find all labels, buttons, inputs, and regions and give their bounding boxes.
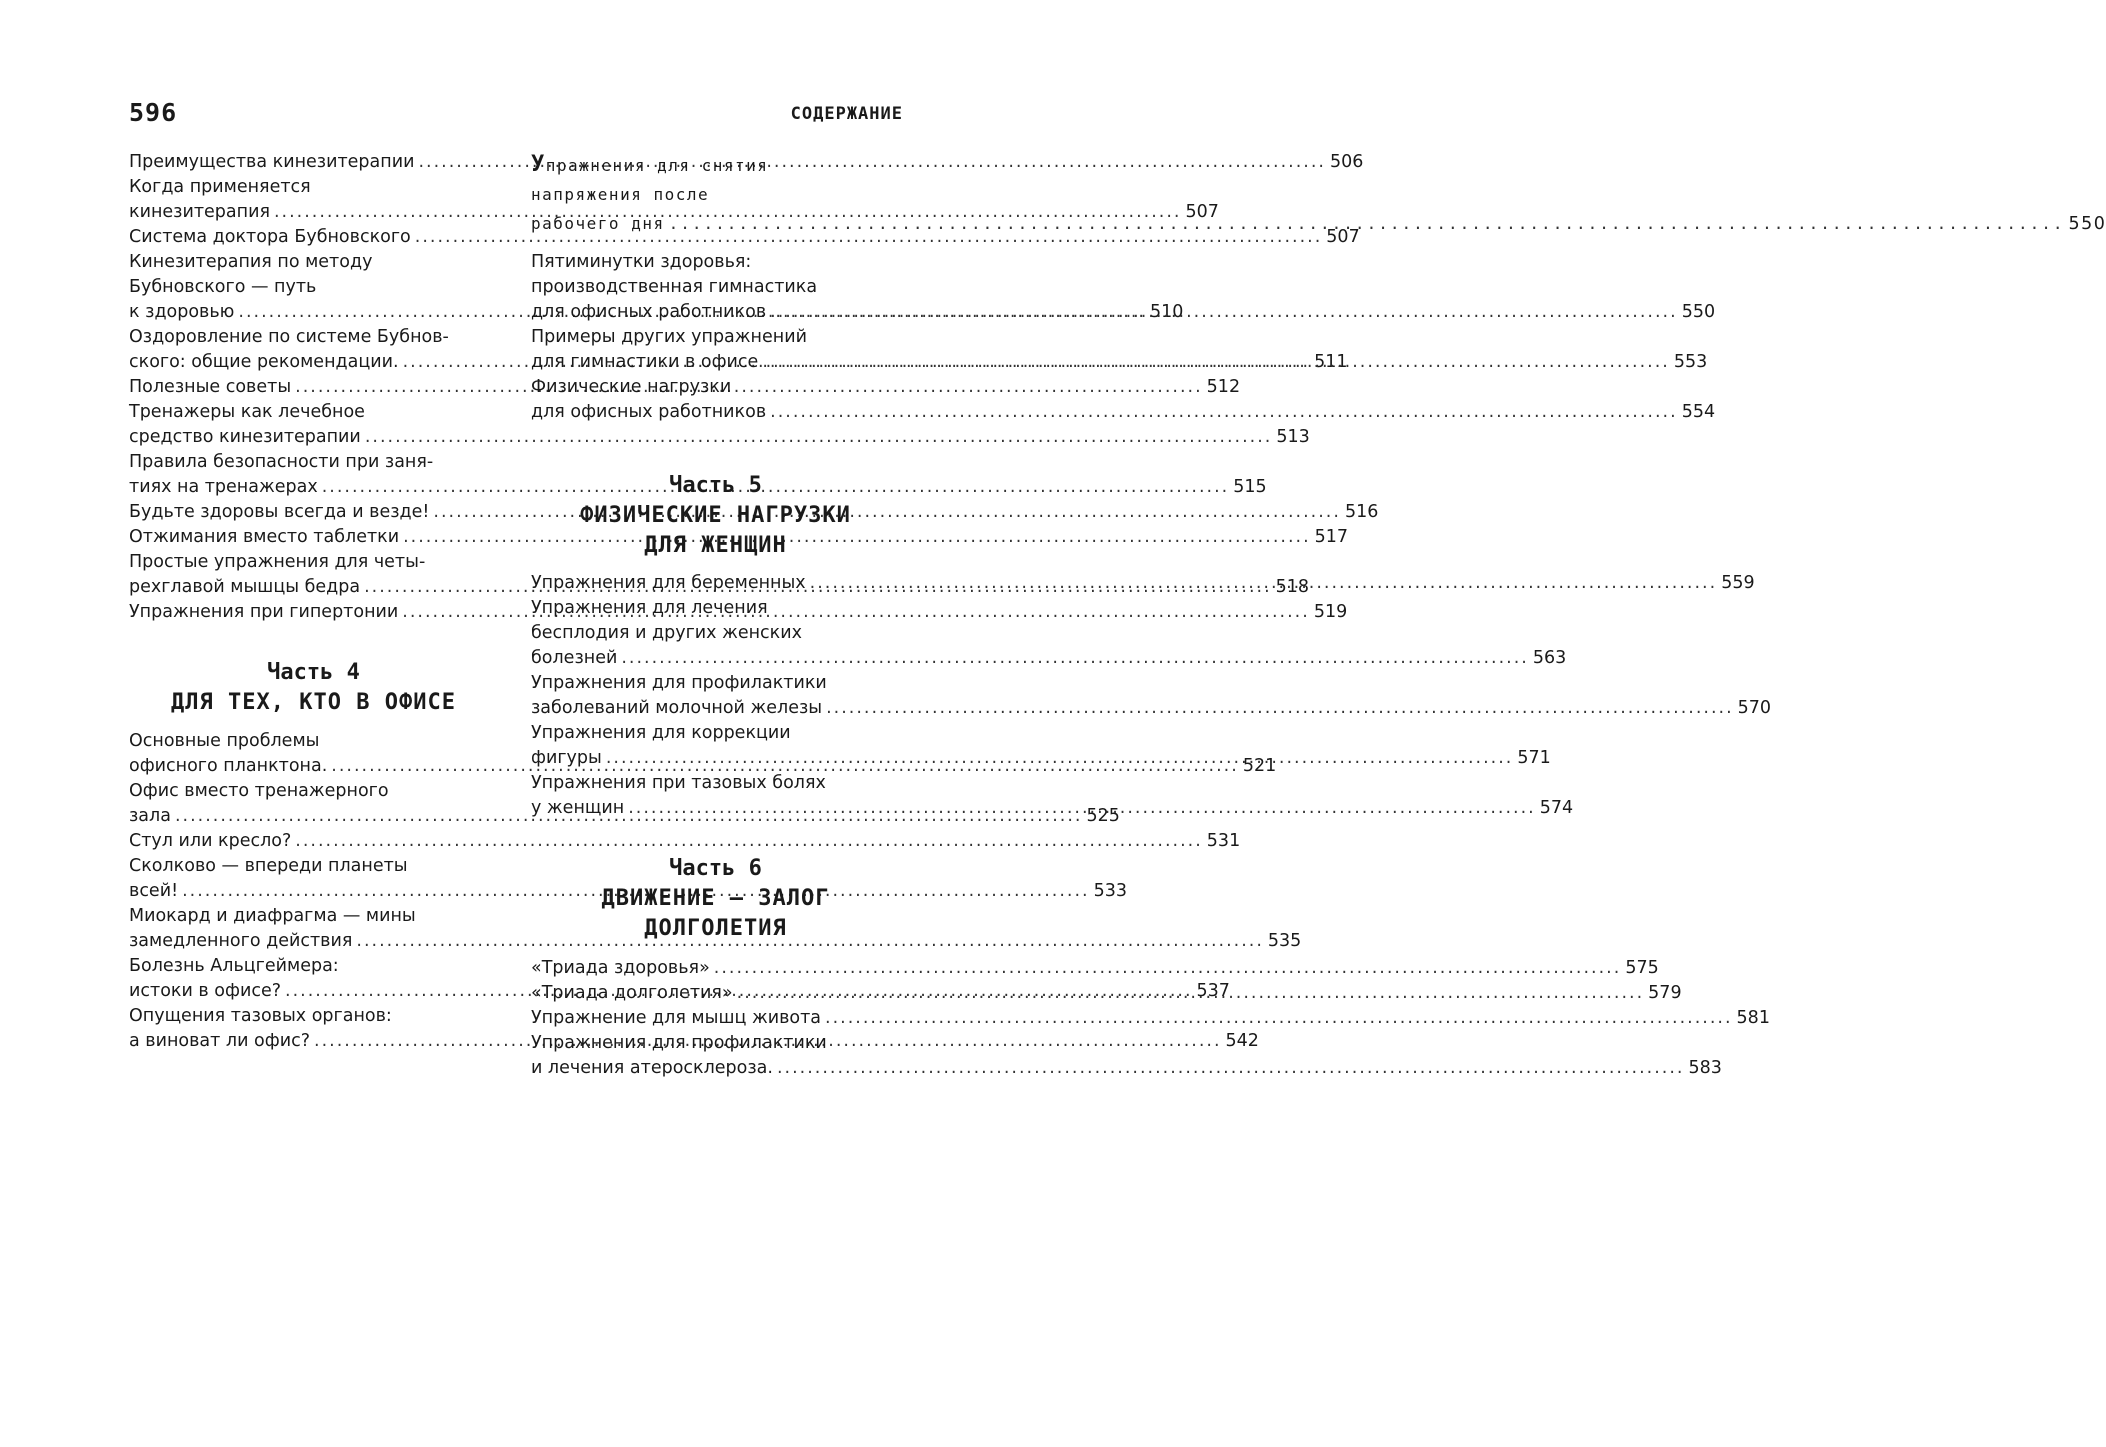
dot-leader <box>669 209 2065 238</box>
toc-entry-last-line <box>129 225 1360 250</box>
toc-entry-page-number: 507 <box>1185 202 1219 222</box>
toc-entry[interactable] <box>531 671 1772 721</box>
toc-entry-line: Болезнь Альцгеймера: <box>129 956 339 976</box>
toc-entry-line: Упражнения при тазовых болях <box>531 773 826 793</box>
toc-entry-title: для офисных работников <box>531 302 767 322</box>
toc-entry-title: всей! <box>129 881 179 901</box>
toc-entry-line: производственная гимнастика <box>531 277 818 297</box>
dot-leader <box>762 350 1670 375</box>
toc-entry-page-number: 575 <box>1625 958 1659 978</box>
running-title: СОДЕРЖАНИЕ <box>790 104 903 124</box>
part-6-label: Часть 6 <box>669 856 762 881</box>
page-number: 596 <box>129 98 178 127</box>
toc-entry-page-number: 517 <box>1314 527 1349 547</box>
toc-entry-line: Упражнения для профилактики <box>531 1033 827 1053</box>
toc-entry[interactable] <box>129 829 1241 854</box>
toc-entry-title: рехглавой мышцы бедра <box>129 577 361 597</box>
dot-leader <box>777 1056 1685 1081</box>
part-4-heading <box>129 658 498 718</box>
toc-entry-page-number: 511 <box>1314 352 1348 372</box>
toc-entry-last-line <box>531 1056 1722 1081</box>
toc-entry-title: Упражнения для беременных <box>531 573 806 593</box>
toc-entry-page-number: 512 <box>1206 377 1241 397</box>
part-5-label: Часть 5 <box>669 473 762 498</box>
toc-entry-page-number: 570 <box>1737 698 1772 718</box>
toc-entry-title: ского: общие рекомендации. <box>129 352 399 372</box>
toc-entry-page-number: 583 <box>1688 1058 1722 1078</box>
part-5-title-line1: ФИЗИЧЕСКИЕ НАГРУЗКИ <box>580 503 851 528</box>
toc-entry-title: Стул или кресло? <box>129 831 292 851</box>
section-office-relief-page: 550 <box>2068 214 2106 234</box>
toc-entry-line: Миокард и диафрагма — мины <box>129 906 416 926</box>
toc-entry-title: зала <box>129 806 171 826</box>
toc-entry-page-number: 516 <box>1344 502 1379 522</box>
dot-leader <box>621 646 1529 671</box>
part-6-heading <box>531 854 900 944</box>
toc-entry-title: болезней <box>531 648 618 668</box>
toc-entry-page-number: 513 <box>1276 427 1310 447</box>
part-5-title-line2: ДЛЯ ЖЕНЩИН <box>644 533 787 558</box>
toc-entry-title: Преимущества кинезитерапии <box>129 152 415 172</box>
toc-entry-title: у женщин <box>531 798 625 818</box>
toc-entry-last-line <box>531 956 1659 981</box>
toc-entry-line: Кинезитерапия по методу <box>129 252 373 272</box>
part-5-heading <box>531 471 900 561</box>
dot-leader <box>606 746 1514 771</box>
dot-leader <box>810 571 1718 596</box>
section-office-relief-initial: У <box>531 152 546 177</box>
toc-entry-page-number: 533 <box>1093 881 1128 901</box>
toc-entry-title: Полезные советы <box>129 377 292 397</box>
section-office-relief-line1 <box>531 150 900 180</box>
toc-entry-title: Упражнение для мышц живота <box>531 1008 822 1028</box>
toc-entry-page-number: 521 <box>1242 756 1277 776</box>
toc-entry-title: тиях на тренажерах <box>129 477 318 497</box>
dot-leader <box>825 1006 1733 1031</box>
toc-entry-page-number: 571 <box>1517 748 1551 768</box>
part-6-title: ДВИЖЕНИЕ — ЗАЛОГ ДОЛГОЛЕТИЯ <box>601 886 830 941</box>
dot-leader <box>770 400 1678 425</box>
toc-entry-line: Тренажеры как лечебное <box>129 402 365 422</box>
toc-entry-line: Физические нагрузки <box>531 377 732 397</box>
toc-entry-last-line <box>531 1006 1770 1031</box>
toc-entry-line: Упражнения для профилактики <box>531 673 827 693</box>
toc-entry-page-number: 525 <box>1086 806 1120 826</box>
toc-entry-page-number: 553 <box>1673 352 1708 372</box>
toc-entry-line: Оздоровление по системе Бубнов- <box>129 327 449 347</box>
toc-entry-last-line <box>531 400 1716 425</box>
toc-entry-line: Правила безопасности при заня- <box>129 452 434 472</box>
toc-entry-last-line <box>129 425 1310 450</box>
dot-leader <box>826 696 1734 721</box>
toc-entry-page-number: 559 <box>1721 573 1755 593</box>
toc-entry-page-number: 531 <box>1206 831 1241 851</box>
toc-entry-title: и лечения атеросклероза. <box>531 1058 773 1078</box>
toc-entry-page-number: 537 <box>1196 981 1230 1001</box>
toc-entry-title: офисного планктона. <box>129 756 328 776</box>
dot-leader <box>770 300 1678 325</box>
toc-entry-line: бесплодия и других женских <box>531 623 802 643</box>
toc-entry-title: Система доктора Бубновского <box>129 227 411 247</box>
toc-entry-page-number: 515 <box>1233 477 1267 497</box>
toc-entry-last-line <box>129 929 1302 954</box>
part-4-label: Часть 4 <box>267 660 360 685</box>
toc-entry-line: Бубновского — путь <box>129 277 317 297</box>
section-office-relief-last-text: рабочего дня <box>531 214 665 233</box>
toc-entry-title: средство кинезитерапии <box>129 427 361 447</box>
dot-leader <box>737 981 1645 1006</box>
toc-entry[interactable] <box>531 956 1659 981</box>
toc-entry-title: фигуры <box>531 748 602 768</box>
toc-entry-title: Упражнения при гипертонии <box>129 602 399 622</box>
toc-entry-title: «Триада здоровья» <box>531 958 710 978</box>
toc-entry-page-number: 574 <box>1539 798 1574 818</box>
toc-entry-page-number: 581 <box>1736 1008 1770 1028</box>
section-office-relief-line1-rest: пражнения для снятия <box>545 156 769 175</box>
dot-leader <box>714 956 1622 981</box>
toc-entry-line: Основные проблемы <box>129 731 320 751</box>
toc-entry-title: истоки в офисе? <box>129 981 281 1001</box>
toc-entry-last-line <box>129 879 1128 904</box>
toc-entry-title: замедленного действия <box>129 931 353 951</box>
toc-entry-page-number: 554 <box>1681 402 1716 422</box>
toc-entry-line: Когда применяется <box>129 177 311 197</box>
toc-entry[interactable] <box>531 1006 1770 1031</box>
toc-entry-line: Простые упражнения для четы- <box>129 552 426 572</box>
toc-entry-title: Отжимания вместо таблетки <box>129 527 400 547</box>
toc-entry-line: Упражнения для коррекции <box>531 723 791 743</box>
toc-entry-title: для гимнастики в офисе <box>531 352 759 372</box>
toc-entry-title: для офисных работников <box>531 402 767 422</box>
toc-entry-page-number: 510 <box>1149 302 1184 322</box>
toc-entry-last-line <box>531 696 1772 721</box>
toc-entry-title: «Триада долголетия» <box>531 983 733 1003</box>
toc-entry-line: Пятиминутки здоровья: <box>531 252 752 272</box>
toc-entry-page-number: 550 <box>1681 302 1716 322</box>
part-4-title: ДЛЯ ТЕХ, КТО В ОФИСЕ <box>171 690 456 715</box>
dot-leader <box>628 796 1536 821</box>
toc-entry-page-number: 542 <box>1225 1031 1259 1051</box>
toc-entry-page-number: 535 <box>1267 931 1302 951</box>
toc-entry-page-number: 563 <box>1532 648 1567 668</box>
toc-entry-page-number: 519 <box>1313 602 1348 622</box>
toc-entry[interactable] <box>129 225 1360 250</box>
toc-entry-line: Примеры других упражнений <box>531 327 807 347</box>
toc-entry-page-number: 518 <box>1275 577 1310 597</box>
toc-entry-line: Опущения тазовых органов: <box>129 1006 392 1026</box>
toc-entry-last-line <box>129 829 1241 854</box>
toc-entry-line: Упражнения для лечения <box>531 598 768 618</box>
toc-entry-page-number: 579 <box>1648 983 1682 1003</box>
toc-entry-line: Сколково — впереди планеты <box>129 856 408 876</box>
toc-entry-title: заболеваний молочной железы <box>531 698 823 718</box>
toc-entry-title: к здоровью <box>129 302 235 322</box>
toc-entry-title: а виноват ли офис? <box>129 1031 310 1051</box>
toc-entry-line: Офис вместо тренажерного <box>129 781 389 801</box>
toc-entry-page-number: 507 <box>1326 227 1360 247</box>
toc-entry-last-line <box>531 646 1567 671</box>
toc-entry-title: Будьте здоровы всегда и везде! <box>129 502 430 522</box>
section-office-relief-line2: напряжения после <box>531 185 710 204</box>
toc-entry-page-number: 506 <box>1329 152 1364 172</box>
toc-entry-title: кинезитерапия <box>129 202 270 222</box>
